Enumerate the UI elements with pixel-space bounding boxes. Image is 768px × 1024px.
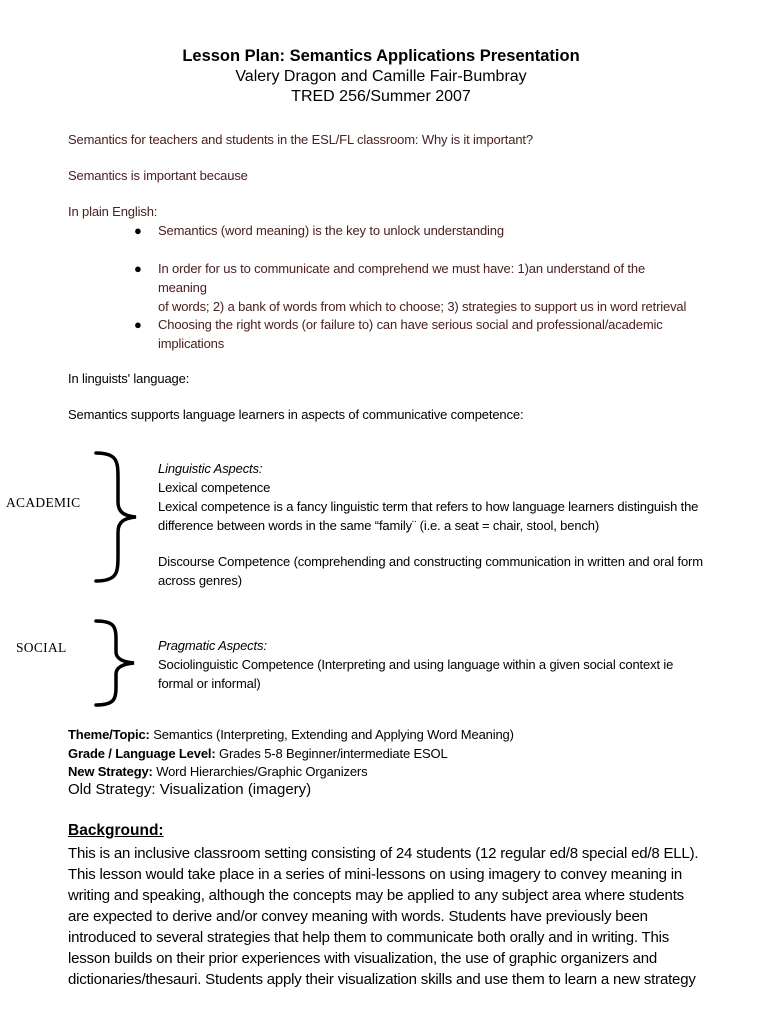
background-heading: Background: bbox=[68, 822, 164, 839]
background-paragraph: This is an inclusive classroom setting consisting of 24 students (12 regular ed/8 special ed/8 ELL). This lesson would take place in a series of mini-lessons on using imagery to convey meaning in writing and speaking, although the concepts may be applied to any subject area where students are expected to derive and/or convey meaning with words. Students have previously been introduced to several strategies that help them to communicate both orally and in writing. This lesson builds on their prior experiences with visualization, the use of graphic organizers and dictionaries/thesauri. Students apply their visualization skills and use them to learn a new strategy bbox=[68, 845, 699, 988]
new-strategy-line: New Strategy: Word Hierarchies/Graphic Organizers bbox=[68, 764, 368, 779]
social-brace-icon bbox=[92, 618, 142, 708]
supports-line: Semantics supports language learners in aspects of communicative competence: bbox=[68, 407, 524, 422]
grade-line: Grade / Language Level: Grades 5-8 Beginner/intermediate ESOL bbox=[68, 746, 448, 761]
plain-english-heading: In plain English: bbox=[68, 204, 158, 219]
bullet-icon: ● bbox=[134, 261, 142, 276]
social-label: SOCIAL bbox=[16, 640, 67, 655]
authors-line: Valery Dragon and Camille Fair-Bumbray bbox=[235, 68, 527, 85]
bullet-icon: ● bbox=[134, 317, 142, 332]
linguistic-aspects-heading: Linguistic Aspects: bbox=[158, 461, 263, 476]
list-item: ● In order for us to communicate and comprehend we must have: 1)an understand of the meaning of words; 2) a bank of words from which to choose; 3) strategies to support us in word retrieval bbox=[134, 261, 687, 314]
academic-content: Linguistic Aspects: Lexical competence Lexical competence is a fancy linguistic term that refers to how language learners distinguish the difference between words in the same “family¨ (i.e. a seat = chair, stool, bench) Discourse Competence (comprehending and constructing communication in written and oral form across genres) bbox=[158, 459, 718, 590]
list-item: ● Choosing the right words (or failure to) can have serious social and professional/academic implications bbox=[134, 317, 663, 351]
academic-label: ACADEMIC bbox=[6, 495, 81, 510]
intro-question: Semantics for teachers and students in the ESL/FL classroom: Why is it important? bbox=[68, 132, 533, 147]
old-strategy-line: Old Strategy: Visualization (imagery) bbox=[68, 781, 312, 798]
theme-line: Theme/Topic: Semantics (Interpreting, Extending and Applying Word Meaning) bbox=[68, 727, 514, 742]
header bbox=[0, 46, 762, 107]
intro-because: Semantics is important because bbox=[68, 168, 248, 183]
document-title: Lesson Plan: Semantics Applications Presentation bbox=[182, 47, 580, 65]
course-line: TRED 256/Summer 2007 bbox=[291, 88, 471, 105]
list-item: ● Semantics (word meaning) is the key to unlock understanding bbox=[134, 223, 504, 238]
linguists-heading: In linguists' language: bbox=[68, 371, 190, 386]
social-content: Pragmatic Aspects: Sociolinguistic Competence (Interpreting and using language within a given social context ie formal or informal) bbox=[158, 636, 718, 693]
bullet-icon: ● bbox=[134, 223, 142, 238]
pragmatic-aspects-heading: Pragmatic Aspects: bbox=[158, 638, 267, 653]
academic-brace-icon bbox=[92, 450, 142, 584]
